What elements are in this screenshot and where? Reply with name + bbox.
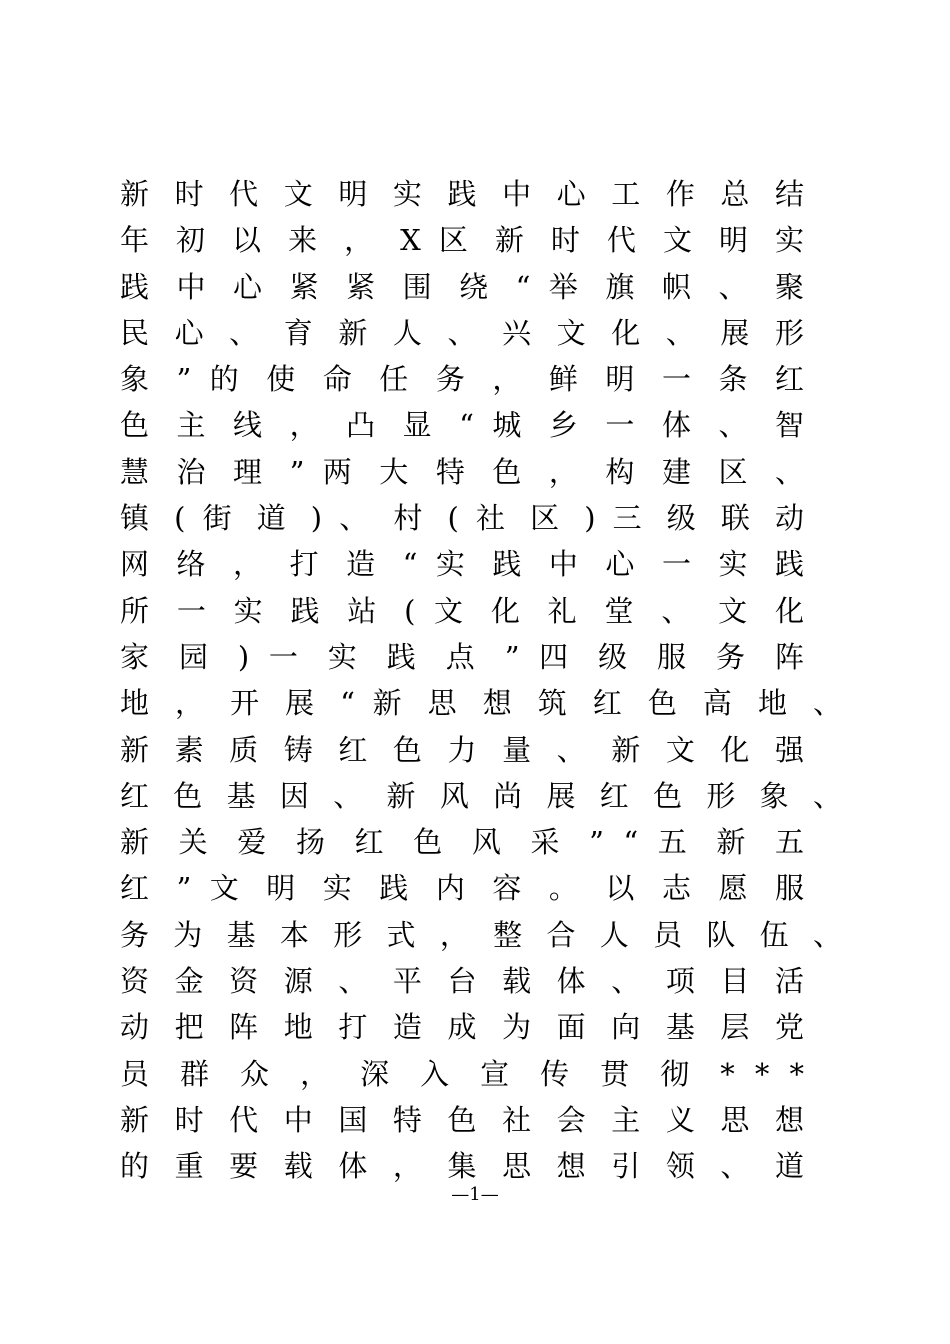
text-line-13: 新 素 质 铸 红 色 力 量 、 新 文 化 强 [120,732,804,767]
text-line-16: 红 ” 文 明 实 践 内 容 。 以 志 愿 服 [120,871,804,906]
page-number: —1— [451,1184,499,1205]
text-line-4: 民 心 、 育 新 人 、 兴 文 化 、 展 形 [120,315,804,350]
text-line-14: 红 色 基 因 、 新 风 尚 展 红 色 形 象 、 [120,778,842,813]
text-line-10: 所 一 实 践 站 ( 文 化 礼 堂 、 文 化 [120,593,804,628]
text-line-8: 镇 ( 街 道 ) 、 村 ( 社 区 ) 三 级 联 动 [120,501,804,536]
document-body [120,171,842,1190]
text-line-19: 动 把 阵 地 打 造 成 为 面 向 基 层 党 [120,1010,804,1045]
text-line-21: 新 时 代 中 国 特 色 社 会 主 义 思 想 [120,1102,804,1137]
text-line-15: 新 关 爱 扬 红 色 风 采 ” “ 五 新 五 [120,825,804,860]
text-line-2: 年 初 以 来 ， X 区 新 时 代 文 明 实 [120,223,804,258]
text-line-1: 新 时 代 文 明 实 践 中 心 工 作 总 结 [120,177,804,211]
text-line-20: 员 群 众 ， 深 入 宣 传 贯 彻 * * * [120,1056,804,1091]
text-line-12: 地 ， 开 展 “ 新 思 想 筑 红 色 高 地 、 [120,686,842,721]
text-line-22: 的 重 要 载 体 ， 集 思 想 引 领 、 道 [120,1149,804,1184]
text-line-3: 践 中 心 紧 紧 围 绕 “ 举 旗 帜 、 聚 [120,269,804,304]
text-line-7: 慧 治 理 ” 两 大 特 色 ， 构 建 区 、 [120,454,804,489]
text-line-18: 资 金 资 源 、 平 台 载 体 、 项 目 活 [120,964,804,999]
text-line-6: 色 主 线 ， 凸 显 “ 城 乡 一 体 、 智 [120,408,804,443]
text-line-5: 象 ” 的 使 命 任 务 ， 鲜 明 一 条 红 [120,362,804,397]
text-line-9: 网 络 ， 打 造 “ 实 践 中 心 一 实 践 [120,547,804,582]
text-line-17: 务 为 基 本 形 式 ， 整 合 人 员 队 伍 、 [120,917,842,952]
text-line-11: 家 园 ) 一 实 践 点 ” 四 级 服 务 阵 [120,639,804,674]
